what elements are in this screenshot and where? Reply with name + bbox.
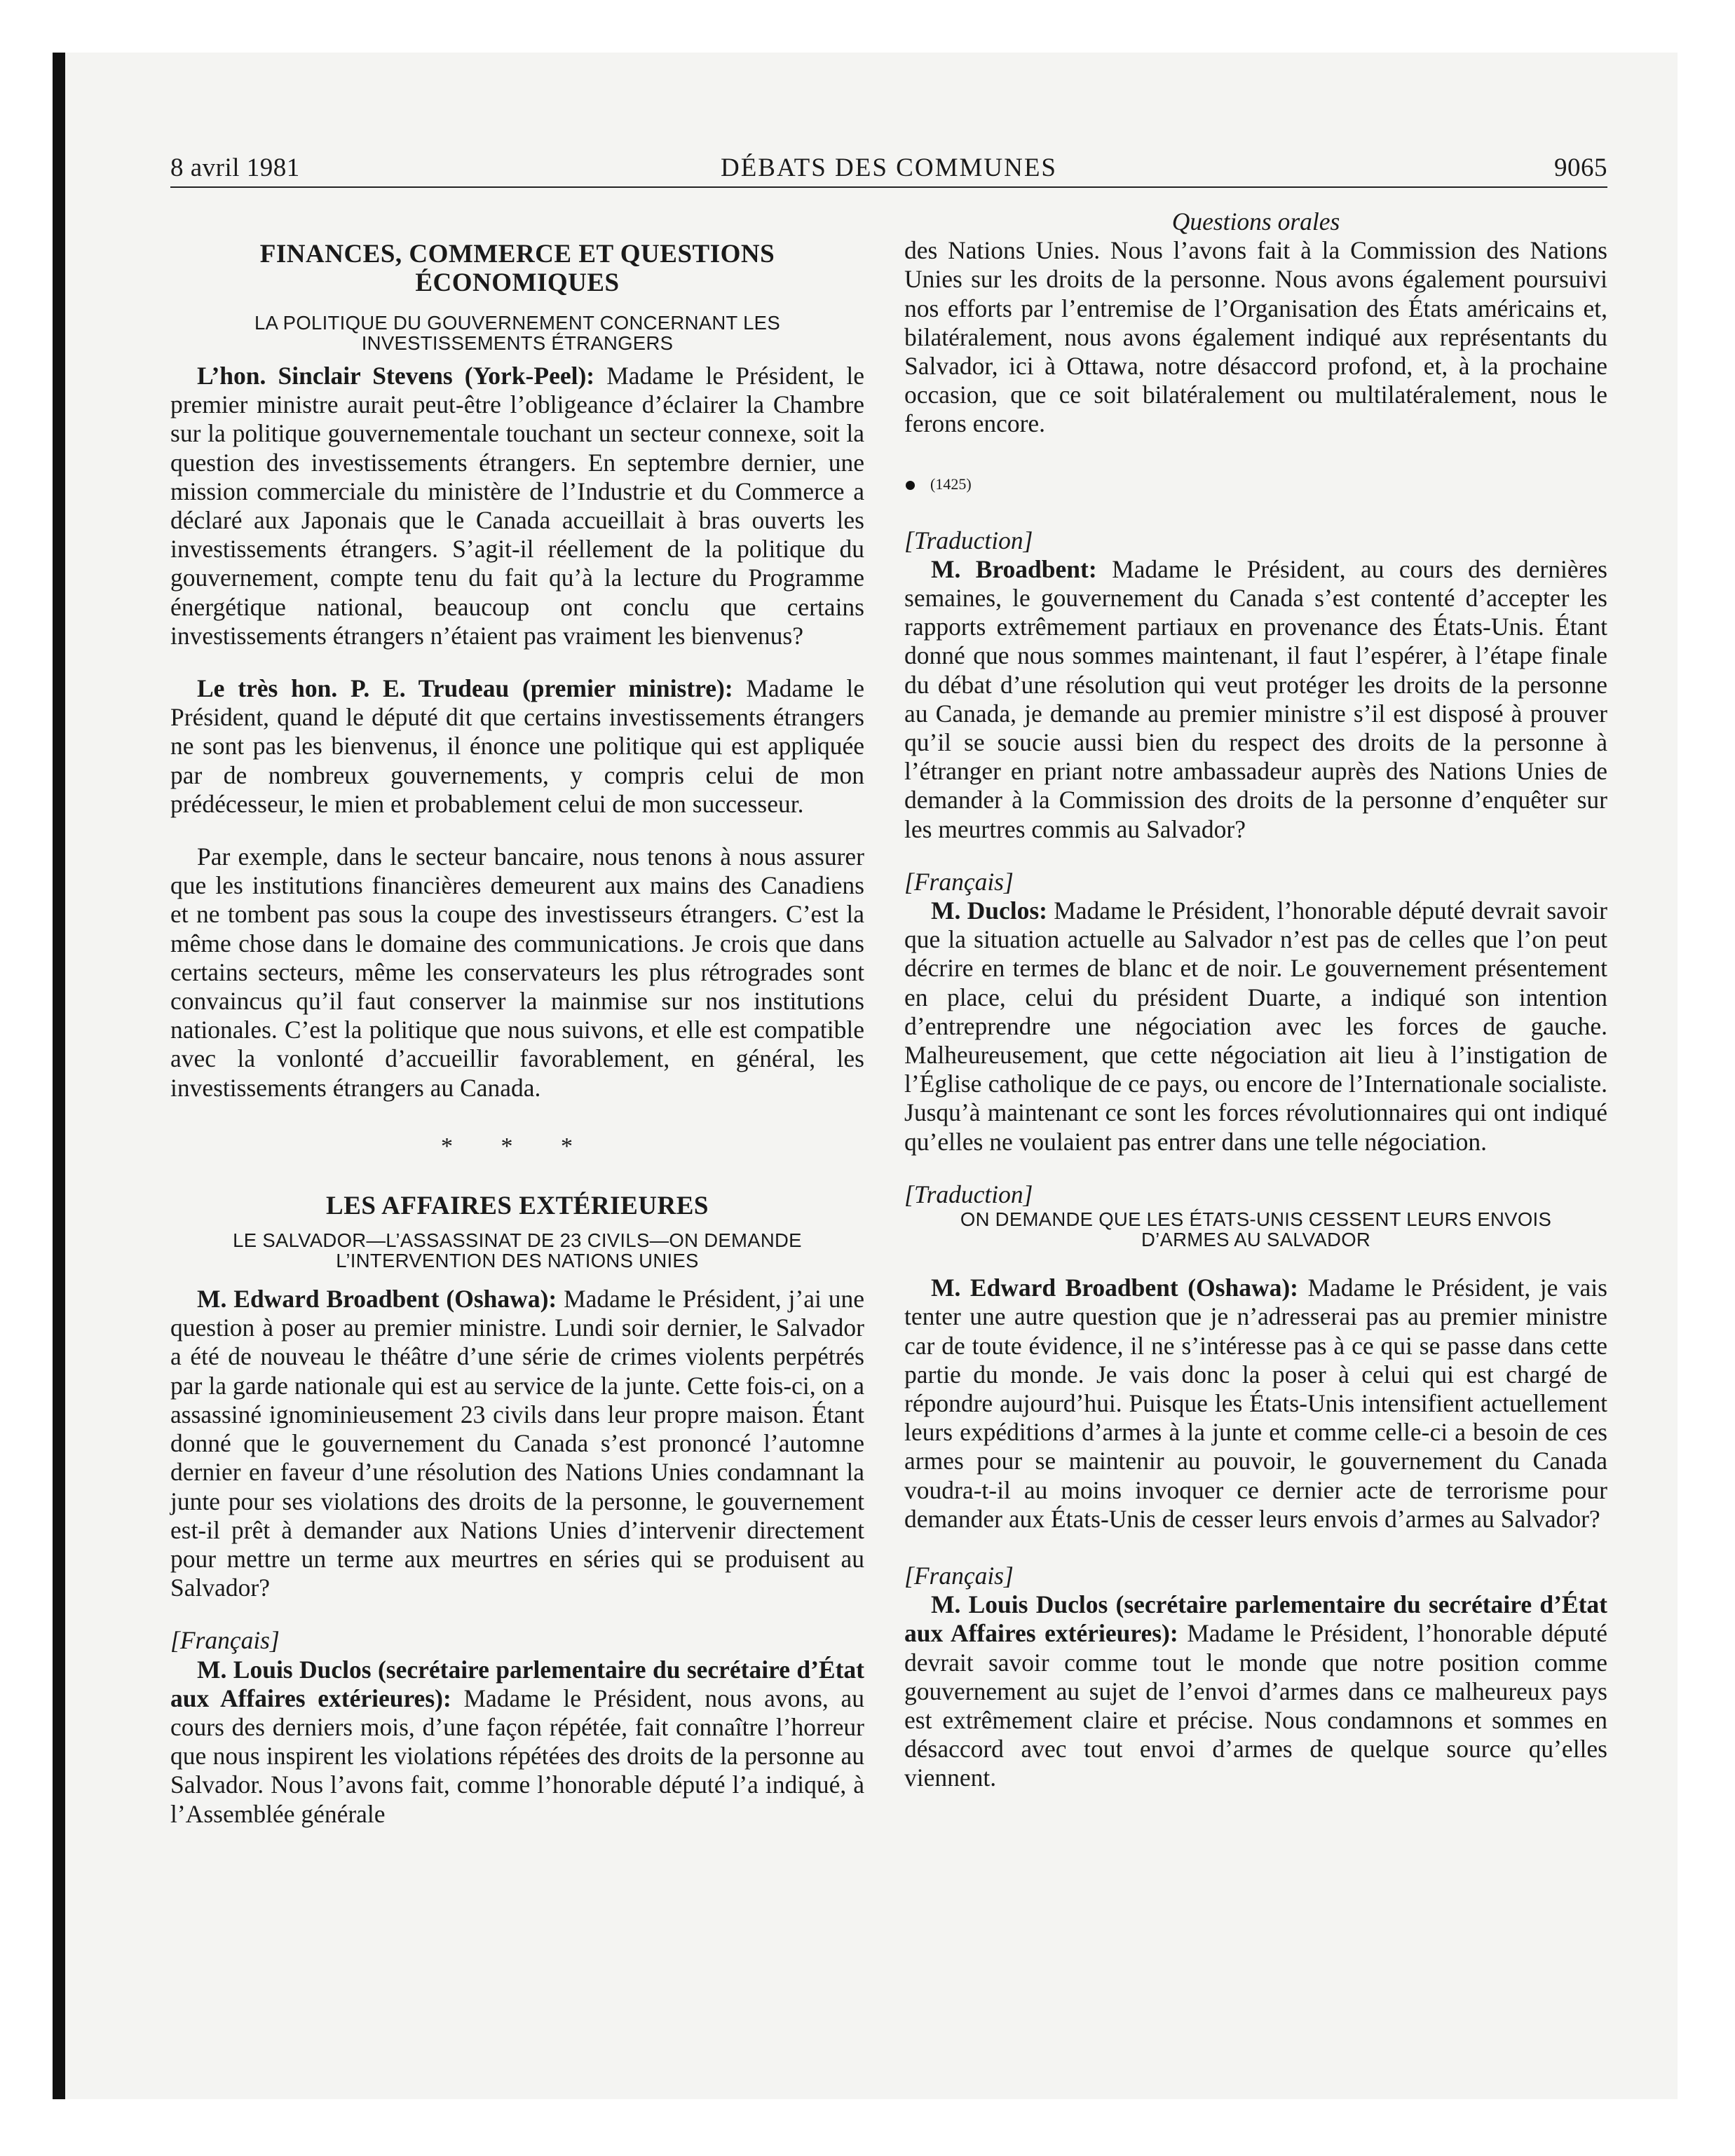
subhead-salvador: LE SALVADOR—L’ASSASSINAT DE 23 CIVILS—ON DEMANDE L’INTERVENTION DES NATIONS UNIES xyxy=(233,1229,802,1272)
paragraph-trudeau: Le très hon. P. E. Trudeau (premier ministre): Madame le Président, quand le député dit que certains investissements étrangers ne sont pas les bienvenus, il énonce une politique qui est appliquée par de nombreux gouvernements, y compris celui de mon prédécesseur, le mien et probablement celui de mon successeur. xyxy=(170,674,864,818)
paragraph-duclos-3: M. Louis Duclos (secrétaire parlementaire du secrétaire d’État aux Affaires extérieures): Madame le Président, l’honorable député devrait savoir comme tout le monde que notre position comme gouvernement au sujet de l’envoi d’armes dans ce malheureux pays est extrêmement claire et précise. Nous condamnons et sommes en désaccord avec tout envoi d’armes de quelque source qu’elles viennent. xyxy=(904,1590,1607,1792)
time-marker: (1425) xyxy=(904,470,1607,498)
speaker-trudeau: Le très hon. P. E. Trudeau (premier ministre): xyxy=(197,674,733,703)
section-title-affaires: LES AFFAIRES EXTÉRIEURES xyxy=(326,1192,709,1221)
paragraph-broadbent-3: M. Edward Broadbent (Oshawa): Madame le Président, je vais tenter une autre question que je n’adresserai pas au premier ministre car de toute évidence, il ne s’intéresse pas à ce qui se passe dans cette partie du monde. Je vais donc la poser à celui qui est chargé de répondre aujourd’hui. Puisque les États-Unis intensifient actuellement leurs expéditions d’armes à la junte et comme celle-ci a besoin de ces armes pour se maintenir au pouvoir, le gouvernement du Canada voudra-t-il au moins invoquer ce dernier acte de terrorisme pour demander aux États-Unis de cesser leurs envois d’armes au Salvador? xyxy=(904,1274,1607,1533)
language-label: [Traduction] xyxy=(904,1180,1033,1208)
left-column xyxy=(170,203,864,1829)
scan-border xyxy=(53,53,65,2099)
page-header xyxy=(170,153,1607,189)
speaker-duclos: M. Duclos: xyxy=(931,896,1047,925)
page-number: 9065 xyxy=(1554,153,1607,182)
paragraph-stevens: L’hon. Sinclair Stevens (York-Peel): Madame le Président, le premier ministre aurait peut-être l’obligeance d’éclairer la Chambre sur la politique gouvernementale touchant un secteur connexe, soit la question des investissements étrangers. En septembre dernier, une mission commerciale du ministère de l’Industrie et du Commerce a déclaré aux Japonais que le Canada accueillait à bras ouverts les investissements étrangers. S’agit-il réellement de la politique du gouvernement, compte tenu du fait qu’à la lecture du Programme énergétique national, beaucoup ont conclu que certains investissements étrangers n’étaient pas vraiment les bienvenus? xyxy=(170,362,864,650)
subhead-investments: LA POLITIQUE DU GOUVERNEMENT CONCERNANT LES INVESTISSEMENTS ÉTRANGERS xyxy=(254,312,780,354)
section-title-finances: FINANCES, COMMERCE ET QUESTIONS ÉCONOMIQUES xyxy=(259,240,775,297)
header-date: 8 avril 1981 xyxy=(170,153,300,182)
section-separator: * * * xyxy=(441,1133,594,1159)
right-column xyxy=(904,207,1607,1793)
paragraph-duclos: M. Louis Duclos (secrétaire parlementaire du secrétaire d’État aux Affaires extérieures): Madame le Président, nous avons, au cours des derniers mois, d’une façon répétée, fait connaître l’horreur que nous inspirent les violations répétées des droits de la personne au Salvador. Nous l’avons fait, comme l’honorable député l’a indiqué, à l’Assemblée générale xyxy=(170,1655,864,1828)
speaker-broadbent: M. Broadbent: xyxy=(931,554,1097,583)
language-label: [Français] xyxy=(904,867,1014,896)
language-label: [Français] xyxy=(904,1561,1014,1590)
header-rule xyxy=(170,186,1607,188)
speaker-stevens: L’hon. Sinclair Stevens (York-Peel): xyxy=(197,362,595,390)
speaker-duclos: M. Louis Duclos (secrétaire parlementaire du secrétaire d’État aux Affaires extérieures): xyxy=(904,1590,1607,1648)
speaker-broadbent: M. Edward Broadbent (Oshawa): xyxy=(197,1285,557,1314)
language-label: [Traduction] xyxy=(904,526,1033,554)
paragraph-duclos-continued: des Nations Unies. Nous l’avons fait à la Commission des Nations Unies sur les droits de la personne. Nous avons également poursuivi nos efforts par l’entremise de l’Organisation des États américains et, bilatéralement, nous avons également indiqué aux représentants du Salvador, ici à Ottawa, notre désaccord profond, et, à la prochaine occasion, que ce soit bilatéralement ou multilatéralement, nous le ferons encore. xyxy=(904,236,1607,438)
paragraph-broadbent-2: M. Broadbent: Madame le Président, au cours des dernières semaines, le gouvernement du Canada s’est contenté d’accepter les rapports extrêmement partiaux en provenance des États-Unis. Étant donné que nous sommes maintenant, il faut l’espérer, à l’étape finale du débat d’une résolution qui veut protéger les droits de la personne au Canada, je demande au premier ministre s’il est disposé à prouver qu’il se soucie aussi bien du respect des droits de la personne à l’étranger en priant notre ambassadeur auprès des Nations Unies de demander à la Commission des droits de la personne d’enquêter sur les meurtres commis au Salvador? xyxy=(904,554,1607,843)
subhead-arms: ON DEMANDE QUE LES ÉTATS-UNIS CESSENT LEURS ENVOIS D’ARMES AU SALVADOR xyxy=(960,1208,1552,1251)
language-label: [Français] xyxy=(170,1626,280,1655)
running-head: Questions orales xyxy=(1171,207,1340,236)
paragraph-duclos-2: M. Duclos: Madame le Président, l’honorable député devrait savoir que la situation actuelle au Salvador n’est pas de celles que l’on peut décrire en termes de blanc et de noir. Le gouvernement présentement en place, celui du président Duarte, a indiqué son intention d’entreprendre une négociation avec les forces de gauche. Malheureusement, que cette négociation ait lieu à l’instigation de l’Église catholique de ce pays, ou encore de l’Internationale socialiste. Jusqu’à maintenant ce sont les forces révolutionnaires qui ont indiqué qu’elles ne voulaient pas entrer dans une telle négociation. xyxy=(904,896,1607,1156)
header-title: DÉBATS DES COMMUNES xyxy=(720,153,1057,182)
paragraph-broadbent: M. Edward Broadbent (Oshawa): Madame le Président, j’ai une question à poser au premier ministre. Lundi soir dernier, le Salvador a été de nouveau le théâtre d’une série de crimes violents perpétrés par la garde nationale qui est au service de la junte. Cette fois-ci, on a assassiné ignominieusement 23 civils dans leur propre maison. Étant donné que le gouvernement du Canada s’est prononcé l’automne dernier en faveur d’une résolution des Nations Unies condamnant la junte pour ses violations des droits de la personne, le gouvernement est-il prêt à demander aux Nations Unies d’intervenir directement pour mettre un terme aux meurtres en séries qui se produisent au Salvador? xyxy=(170,1285,864,1602)
speaker-broadbent: M. Edward Broadbent (Oshawa): xyxy=(931,1274,1298,1302)
speaker-duclos: M. Louis Duclos (secrétaire parlementaire du secrétaire d’État aux Affaires extérieures): xyxy=(170,1655,864,1712)
bullet-icon xyxy=(906,481,915,490)
paragraph-trudeau-2: Par exemple, dans le secteur bancaire, nous tenons à nous assurer que les institutions financières demeurent aux mains des Canadiens et ne tombent pas sous la coupe des investisseurs étrangers. C’est la même chose dans le domaine des communications. Je crois que dans certains secteurs, même les conservateurs les plus rétrogrades sont convaincus qu’il faut conserver la mainmise sur nos institutions nationales. C’est la politique que nous suivons, et elle est compatible avec la vonlonté d’accueillir favorablement, en général, les investissements étrangers au Canada. xyxy=(170,842,864,1102)
